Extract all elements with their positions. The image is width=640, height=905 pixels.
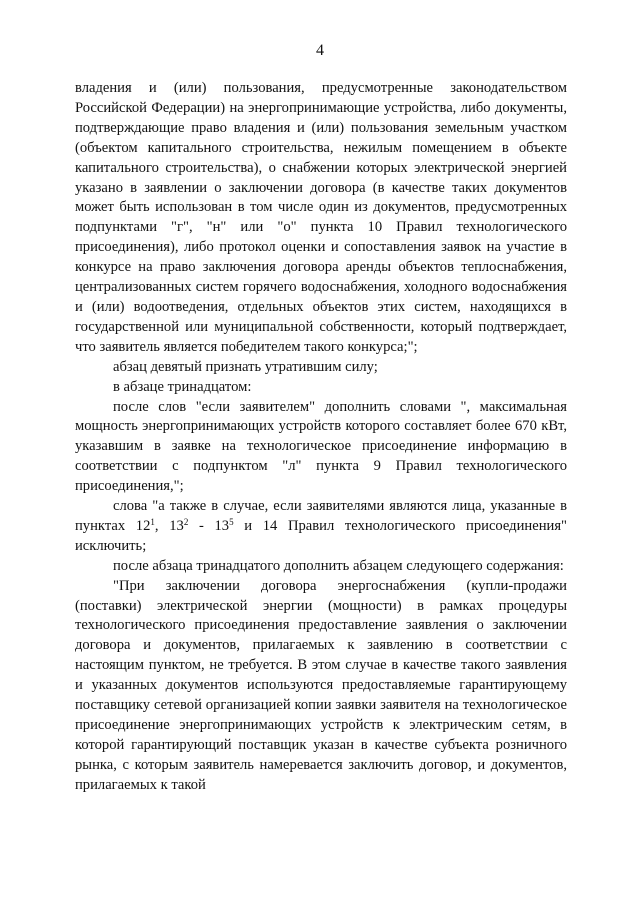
paragraph: [75, 398, 567, 498]
paragraph: [75, 79, 567, 358]
text-run: после абзаца тринадцатого дополнить абзацем следующего содержания:: [113, 557, 564, 574]
paragraph: [75, 497, 567, 557]
paragraph: [75, 557, 567, 577]
superscript: 2: [183, 516, 189, 527]
text-run: , 13: [154, 517, 184, 534]
text-run: "При заключении договора энергоснабжения (купли-продажи (поставки) электрической энергии (мощности) в рамках процедуры технологического присоединения предоставление заявления о заключении договора и документов, прилагаемых к заявлению в соответствии с настоящим пунктом, не требуется. В этом случае в качестве такого заявления и указанных документов используются предоставляемые гарантирующему поставщику сетевой организацией копии заявки заявителя на технологическое присоединение энергопринимающих устройств к электрическим сетям, в которой гарантирующий поставщик указан в качестве субъекта розничного рынка, с которым заявитель намеревается заключить договор, и документов, прилагаемых к такой: [75, 577, 567, 793]
text-run: - 13: [188, 517, 230, 534]
text-run: и 14 Правил технологического присоединения" исключить;: [75, 517, 567, 554]
paragraph: [75, 378, 567, 398]
text-run: после слов "если заявителем" дополнить словами ", максимальная мощность энергопринимающих устройств которого составляет более 670 кВт, указавшим в заявке на технологическое присоединение информацию в соответствии с подпунктом "л" пункта 9 Правил технологического присоединения,";: [75, 398, 567, 495]
text-run: слова "а также в случае, если заявителями являются лица, указанные в пунктах 12: [75, 498, 567, 534]
text-run: абзац девятый признать утратившим силу;: [113, 358, 378, 375]
superscript: 5: [229, 516, 234, 527]
page-number: 4: [316, 42, 324, 59]
text-run: владения и (или) пользования, предусмотренные законодательством Российской Федерации) на энергопринимающие устройства, либо документы, подтверждающие право владения и (или) пользования земельным участком (объектом капитального строительства, нежилым помещением в объекте капитального строительства), о снабжении которых электрической энергией указано в заявлении о заключении договора (в качестве таких документов может быть использован в том числе один из документов, предусмотренных подпунктами "г", "н" или "о" пункта 10 Правил технологического присоединения), либо протокол оценки и сопоставления заявок на участие в конкурсе на право заключения договора аренды объектов теплоснабжения, централизованных систем горячего водоснабжения, холодного водоснабжения и (или) водоотведения, отдельных объектов этих систем, находящихся в государственной или муниципальной собственности, который подтверждает, что заявитель является победителем такого конкурса;";: [75, 80, 567, 355]
document-body: [75, 79, 567, 796]
paragraph: [75, 358, 567, 378]
paragraph: [75, 577, 567, 796]
text-run: в абзаце тринадцатом:: [113, 378, 252, 395]
superscript: 1: [150, 516, 155, 527]
